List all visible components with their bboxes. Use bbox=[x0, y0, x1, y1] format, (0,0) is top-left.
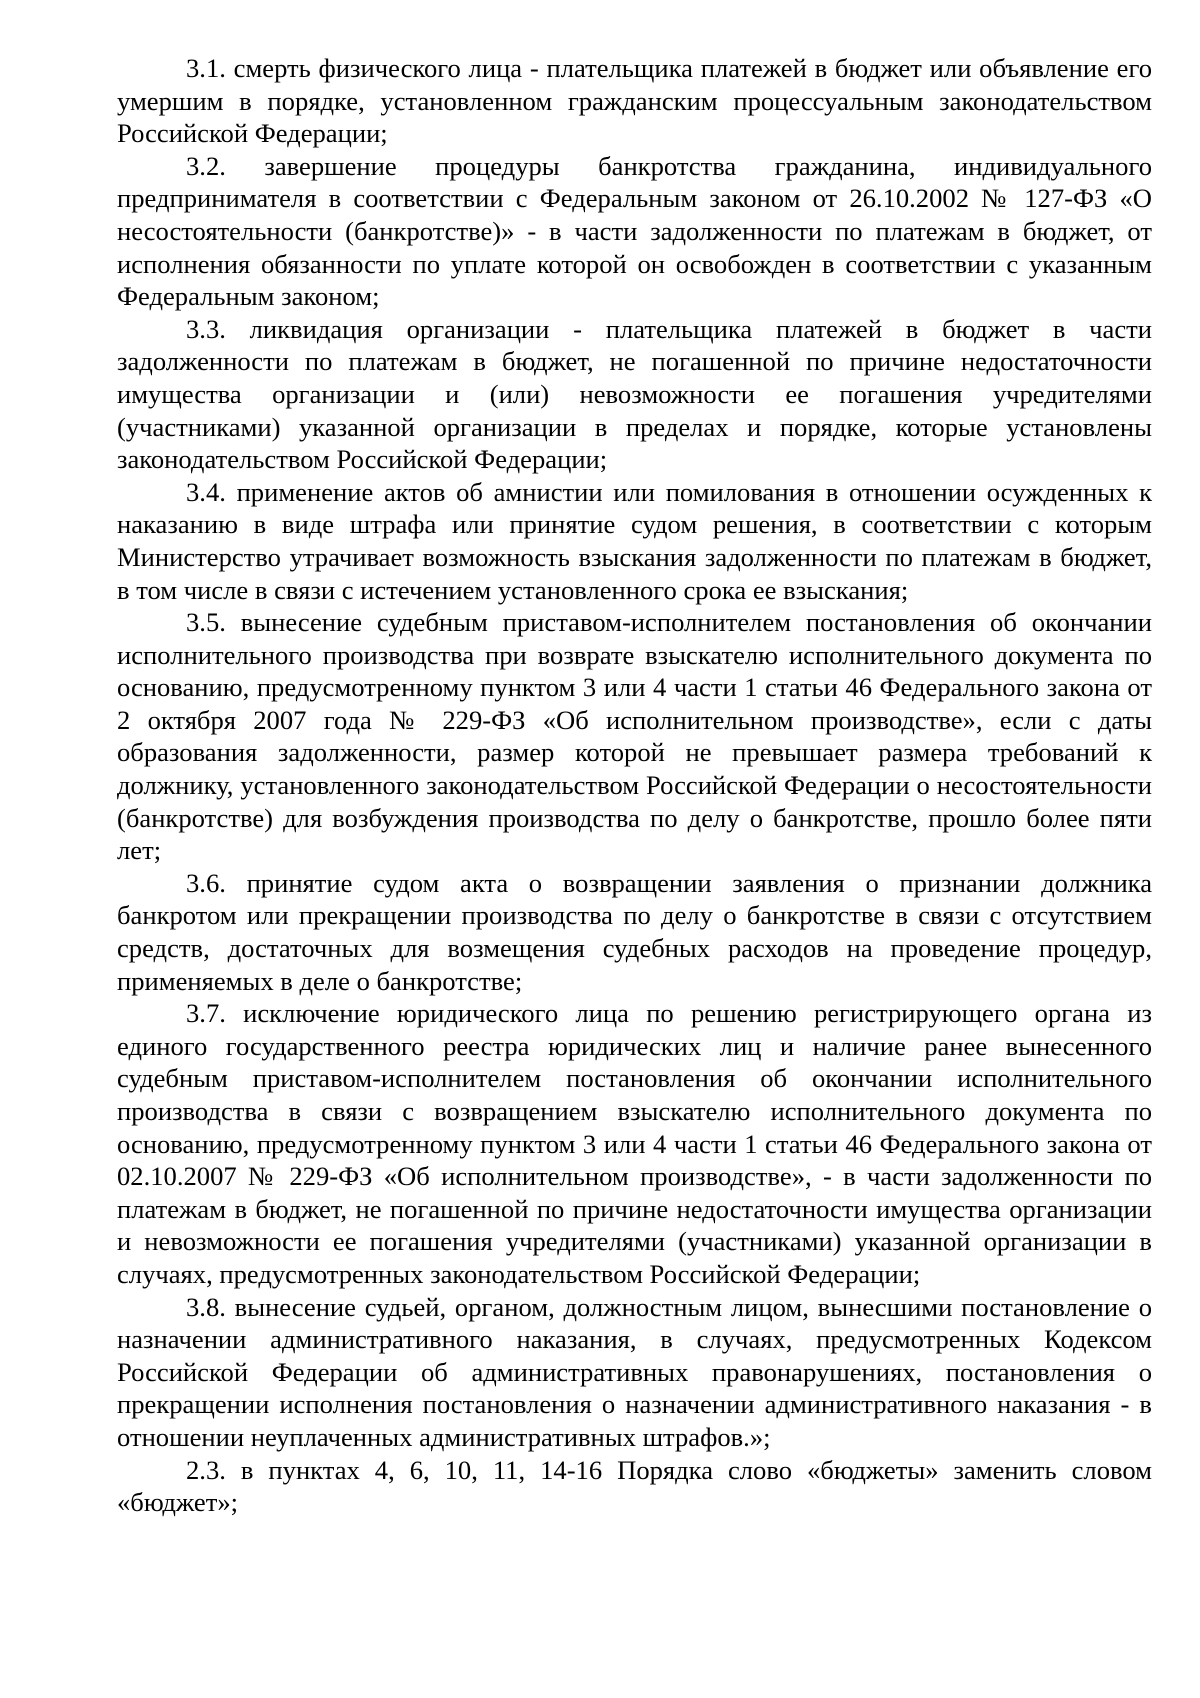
paragraph-3-4: 3.4. применение актов об амнистии или помилования в отношении осужденных к наказанию в виде штрафа или принятие судом решения, в соответствии с которым Министерство утрачивает возможность взыскания задолженности по платежам в бюджет, в том числе в связи с истечением установленного срока ее взыскания; bbox=[117, 476, 1152, 605]
paragraph-3-5: 3.5. вынесение судебным приставом-исполнителем постановления об окончании исполнительного производства при возврате взыскателю исполнительного документа по основанию, предусмотренному пунктом 3 или 4 части 1 статьи 46 Федерального закона от 2 октября 2007 года № 229-ФЗ «Об исполнительном производстве», если с даты образования задолженности, размер которой не превышает размера требований к должнику, установленного законодательством Российской Федерации о несостоятельности (банкротстве) для возбуждения производства по делу о банкротстве, прошло более пяти лет; bbox=[117, 607, 1152, 866]
paragraph-3-6: 3.6. принятие судом акта о возвращении заявления о признании должника банкротом или прекращении производства по делу о банкротстве в связи с отсутствием средств, достаточных для возмещения судебных расходов на проведение процедур, применяемых в деле о банкротстве; bbox=[117, 867, 1152, 996]
paragraph-3-3: 3.3. ликвидация организации - плательщика платежей в бюджет в части задолженности по платежам в бюджет, не погашенной по причине недостаточности имущества организации и (или) невозможности ее погашения учредителями (участниками) указанной организации в пределах и порядке, которые установлены законодательством Российской Федерации; bbox=[117, 313, 1152, 475]
paragraph-3-7: 3.7. исключение юридического лица по решению регистрирующего органа из единого государственного реестра юридических лиц и наличие ранее вынесенного судебным приставом-исполнителем постановления об окончании исполнительного производства в связи с возвращением взыскателю исполнительного документа по основанию, предусмотренному пунктом 3 или 4 части 1 статьи 46 Федерального закона от 02.10.2007 № 229-ФЗ «Об исполнительном производстве», - в части задолженности по платежам в бюджет, не погашенной по причине недостаточности имущества организации и невозможности ее погашения учредителями (участниками) указанной организации в случаях, предусмотренных законодательством Российской Федерации; bbox=[117, 998, 1152, 1289]
paragraph-3-8: 3.8. вынесение судьей, органом, должностным лицом, вынесшими постановление о назначении административного наказания, в случаях, предусмотренных Кодексом Российской Федерации об административных правонарушениях, постановления о прекращении исполнения постановления о назначении административного наказания - в отношении неуплаченных административных штрафов.»; bbox=[117, 1291, 1152, 1452]
paragraph-3-1: 3.1. смерть физического лица - плательщика платежей в бюджет или объявление его умершим в порядке, установленном гражданским процессуальным законодательством Российской Федерации; bbox=[117, 53, 1152, 149]
paragraph-3-2: 3.2. завершение процедуры банкротства гражданина, индивидуального предпринимателя в соответствии с Федеральным законом от 26.10.2002 № 127-ФЗ «О несостоятельности (банкротстве)» - в части задолженности по платежам в бюджет, от исполнения обязанности по уплате которой он освобожден в соответствии с указанным Федеральным законом; bbox=[117, 150, 1152, 312]
paragraph-2-3: 2.3. в пунктах 4, 6, 10, 11, 14-16 Порядка слово «бюджеты» заменить словом «бюджет»; bbox=[117, 1454, 1152, 1518]
document-page bbox=[117, 52, 1152, 1519]
